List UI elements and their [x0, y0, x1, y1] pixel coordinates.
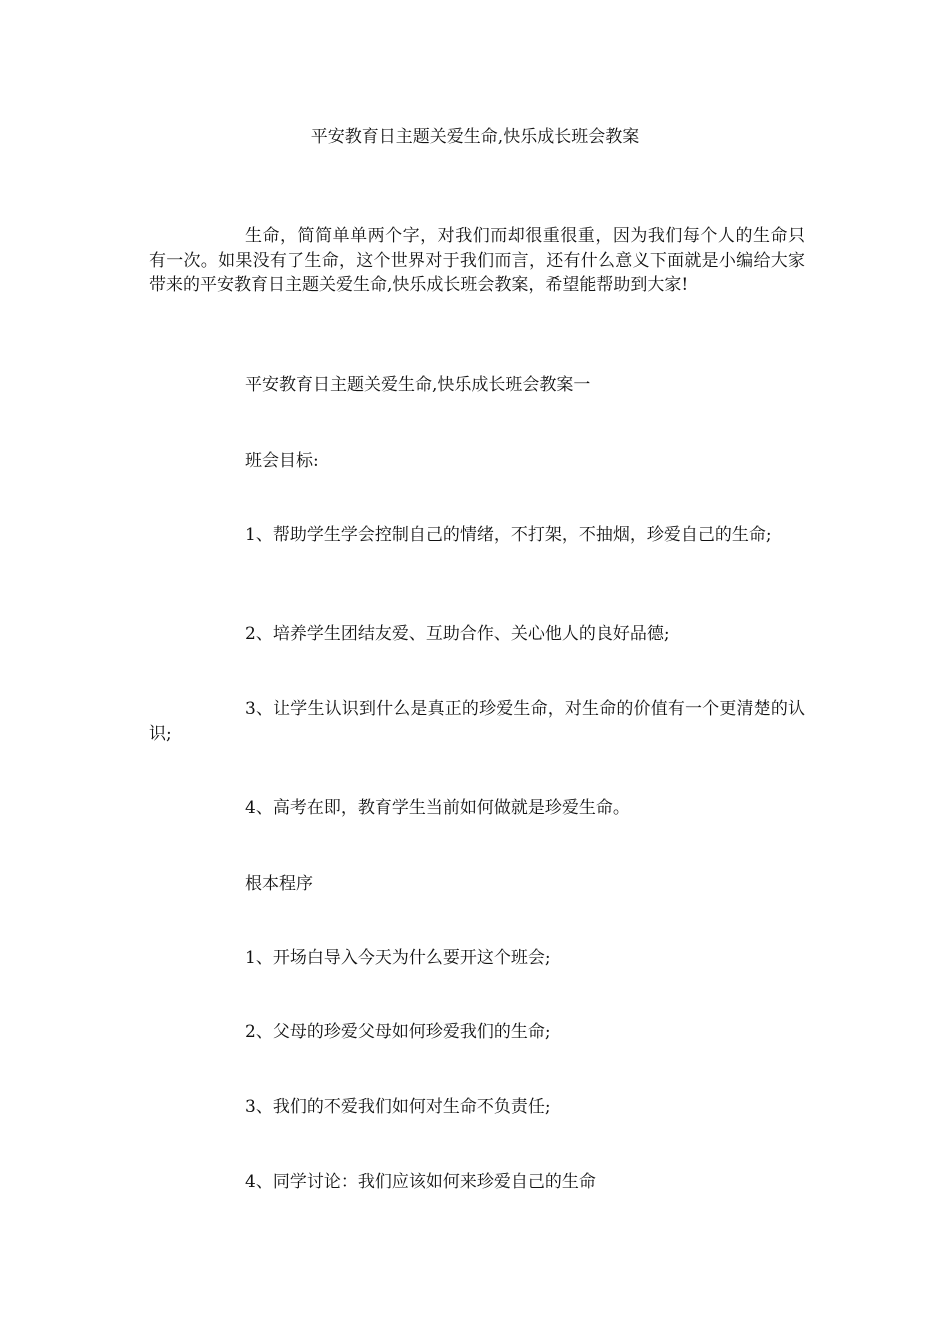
goal-item-2: 2、培养学生团结友爱、互助合作、关心他人的良好品德;	[245, 624, 670, 644]
goal-item-1: 1、帮助学生学会控制自己的情绪，不打架，不抽烟，珍爱自己的生命;	[245, 525, 772, 545]
procedure-item-2: 2、父母的珍爱父母如何珍爱我们的生命;	[245, 1022, 551, 1042]
goal-item-4: 4、高考在即，教育学生当前如何做就是珍爱生命。	[245, 798, 630, 818]
section-heading-goals: 班会目标:	[245, 451, 319, 471]
procedure-item-3: 3、我们的不爱我们如何对生命不负责任;	[245, 1097, 551, 1117]
section-heading-plan-one: 平安教育日主题关爱生命,快乐成长班会教案一	[245, 375, 591, 395]
intro-paragraph: 生命，简简单单两个字，对我们而却很重很重，因为我们每个人的生命只有一次。如果没有了生命，这个世界对于我们而言，还有什么意义下面就是小编给大家带来的平安教育日主题关爱生命,快乐成长班会教案，希望能帮助到大家!	[149, 226, 805, 295]
procedure-item-4: 4、同学讨论：我们应该如何来珍爱自己的生命	[245, 1172, 596, 1192]
procedure-item-1: 1、开场白导入今天为什么要开这个班会;	[245, 948, 551, 968]
document-title: 平安教育日主题关爱生命,快乐成长班会教案	[310, 127, 640, 147]
section-heading-procedure: 根本程序	[245, 874, 313, 894]
goal-item-3: 3、让学生认识到什么是真正的珍爱生命，对生命的价值有一个更清楚的认识;	[149, 699, 805, 744]
